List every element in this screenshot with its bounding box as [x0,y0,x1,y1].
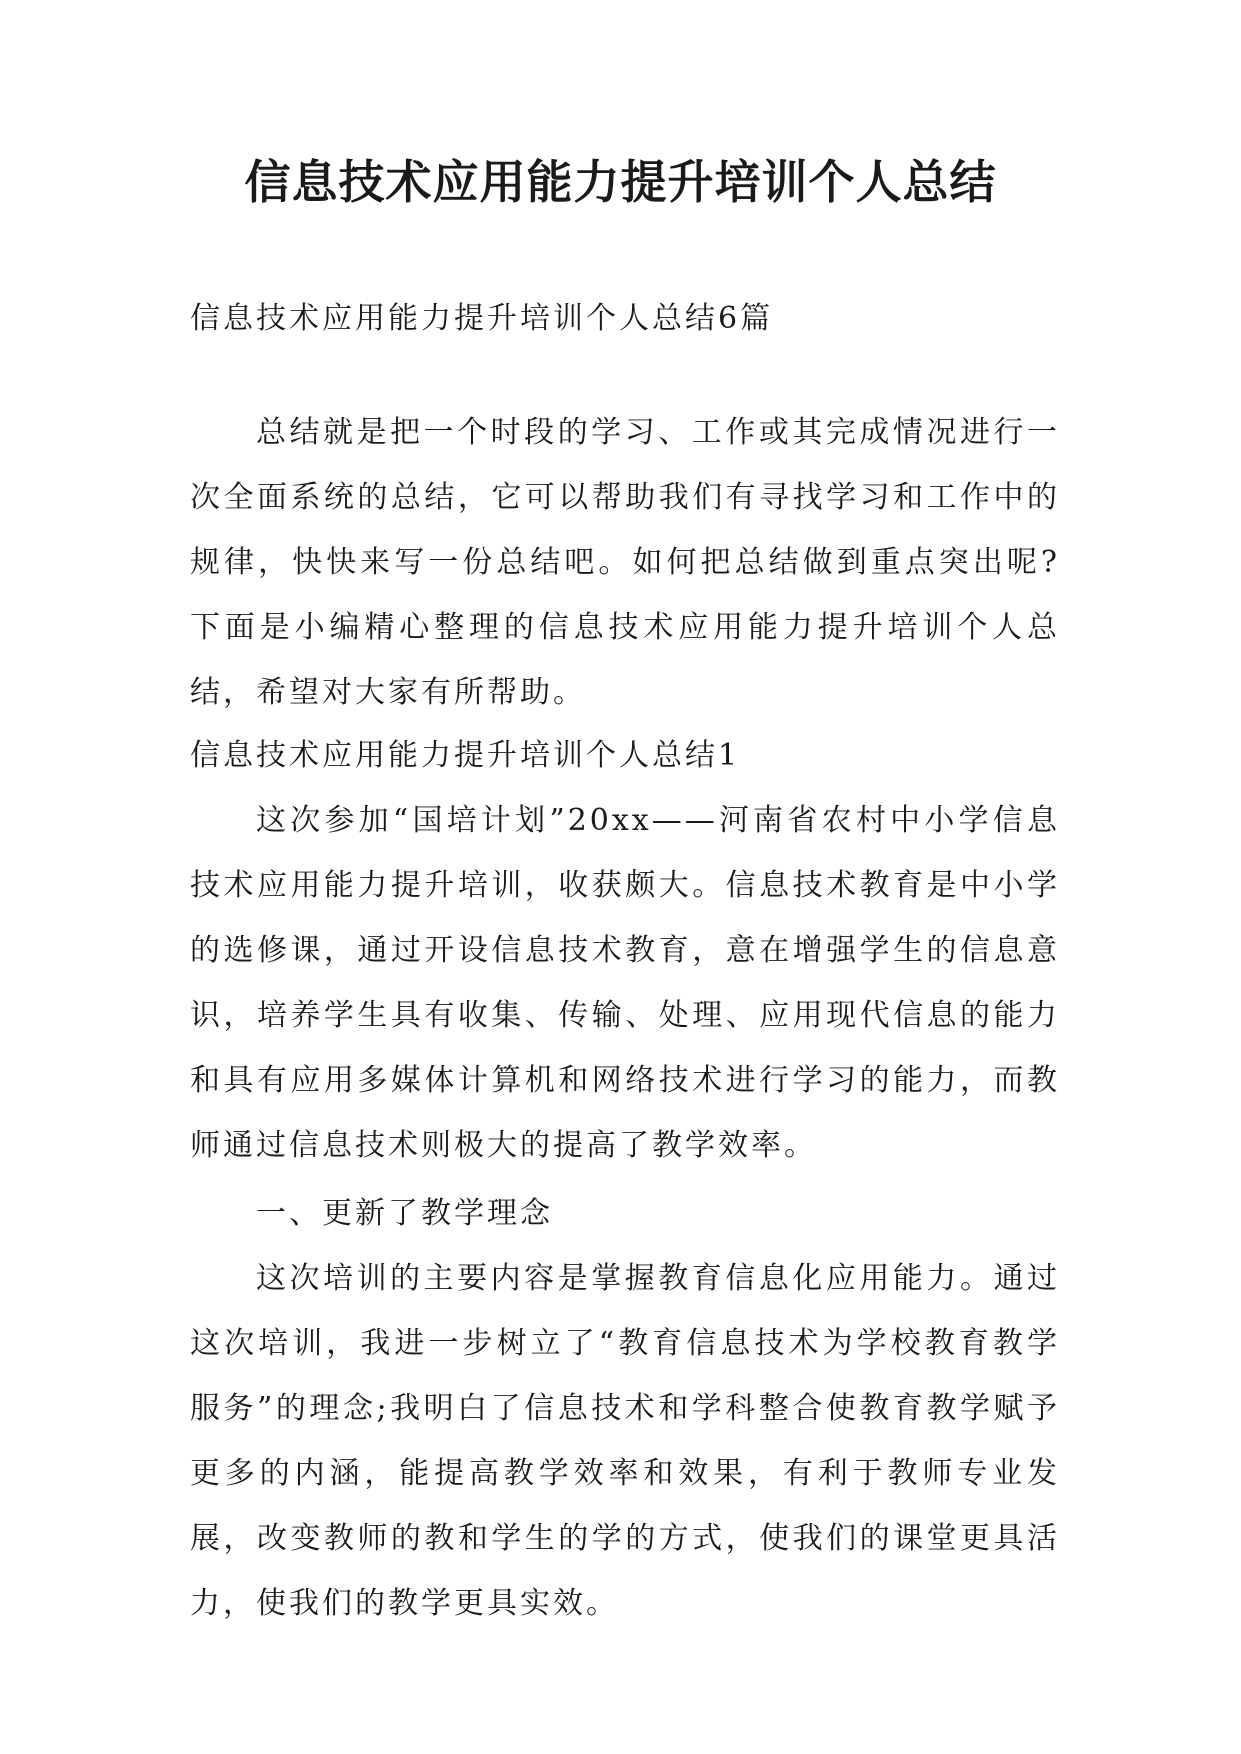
intro-paragraph: 总结就是把一个时段的学习、工作或其完成情况进行一次全面系统的总结，它可以帮助我们有寻找学习和工作中的规律，快快来写一份总结吧。如何把总结做到重点突出呢?下面是小编精心整理的信息技术应用能力提升培训个人总结，希望对大家有所帮助。 [190,415,1060,710]
section-paragraph: 这次参加“国培计划”20xx——河南省农村中小学信息技术应用能力提升培训，收获颇大。信息技术教育是中小学的选修课，通过开设信息技术教育，意在增强学生的信息意识，培养学生具有收集、传输、处理、应用现代信息的能力和具有应用多媒体计算机和网络技术进行学习的能力，而教师通过信息技术则极大的提高了教学效率。 [190,803,1060,1163]
subheading: 一、更新了教学理念 [256,1196,553,1231]
document-subtitle: 信息技术应用能力提升培训个人总结6篇 [190,301,774,336]
section-title: 信息技术应用能力提升培训个人总结1 [190,738,741,773]
section-paragraph: 这次培训的主要内容是掌握教育信息化应用能力。通过这次培训，我进一步树立了“教育信息技术为学校教育教学服务”的理念;我明白了信息技术和学科整合使教育教学赋予更多的内涵，能提高教学效率和效果，有利于教师专业发展，改变教师的教和学生的学的方式，使我们的课堂更具活力，使我们的教学更具实效。 [190,1261,1060,1621]
document-title: 信息技术应用能力提升培训个人总结 [244,155,997,209]
